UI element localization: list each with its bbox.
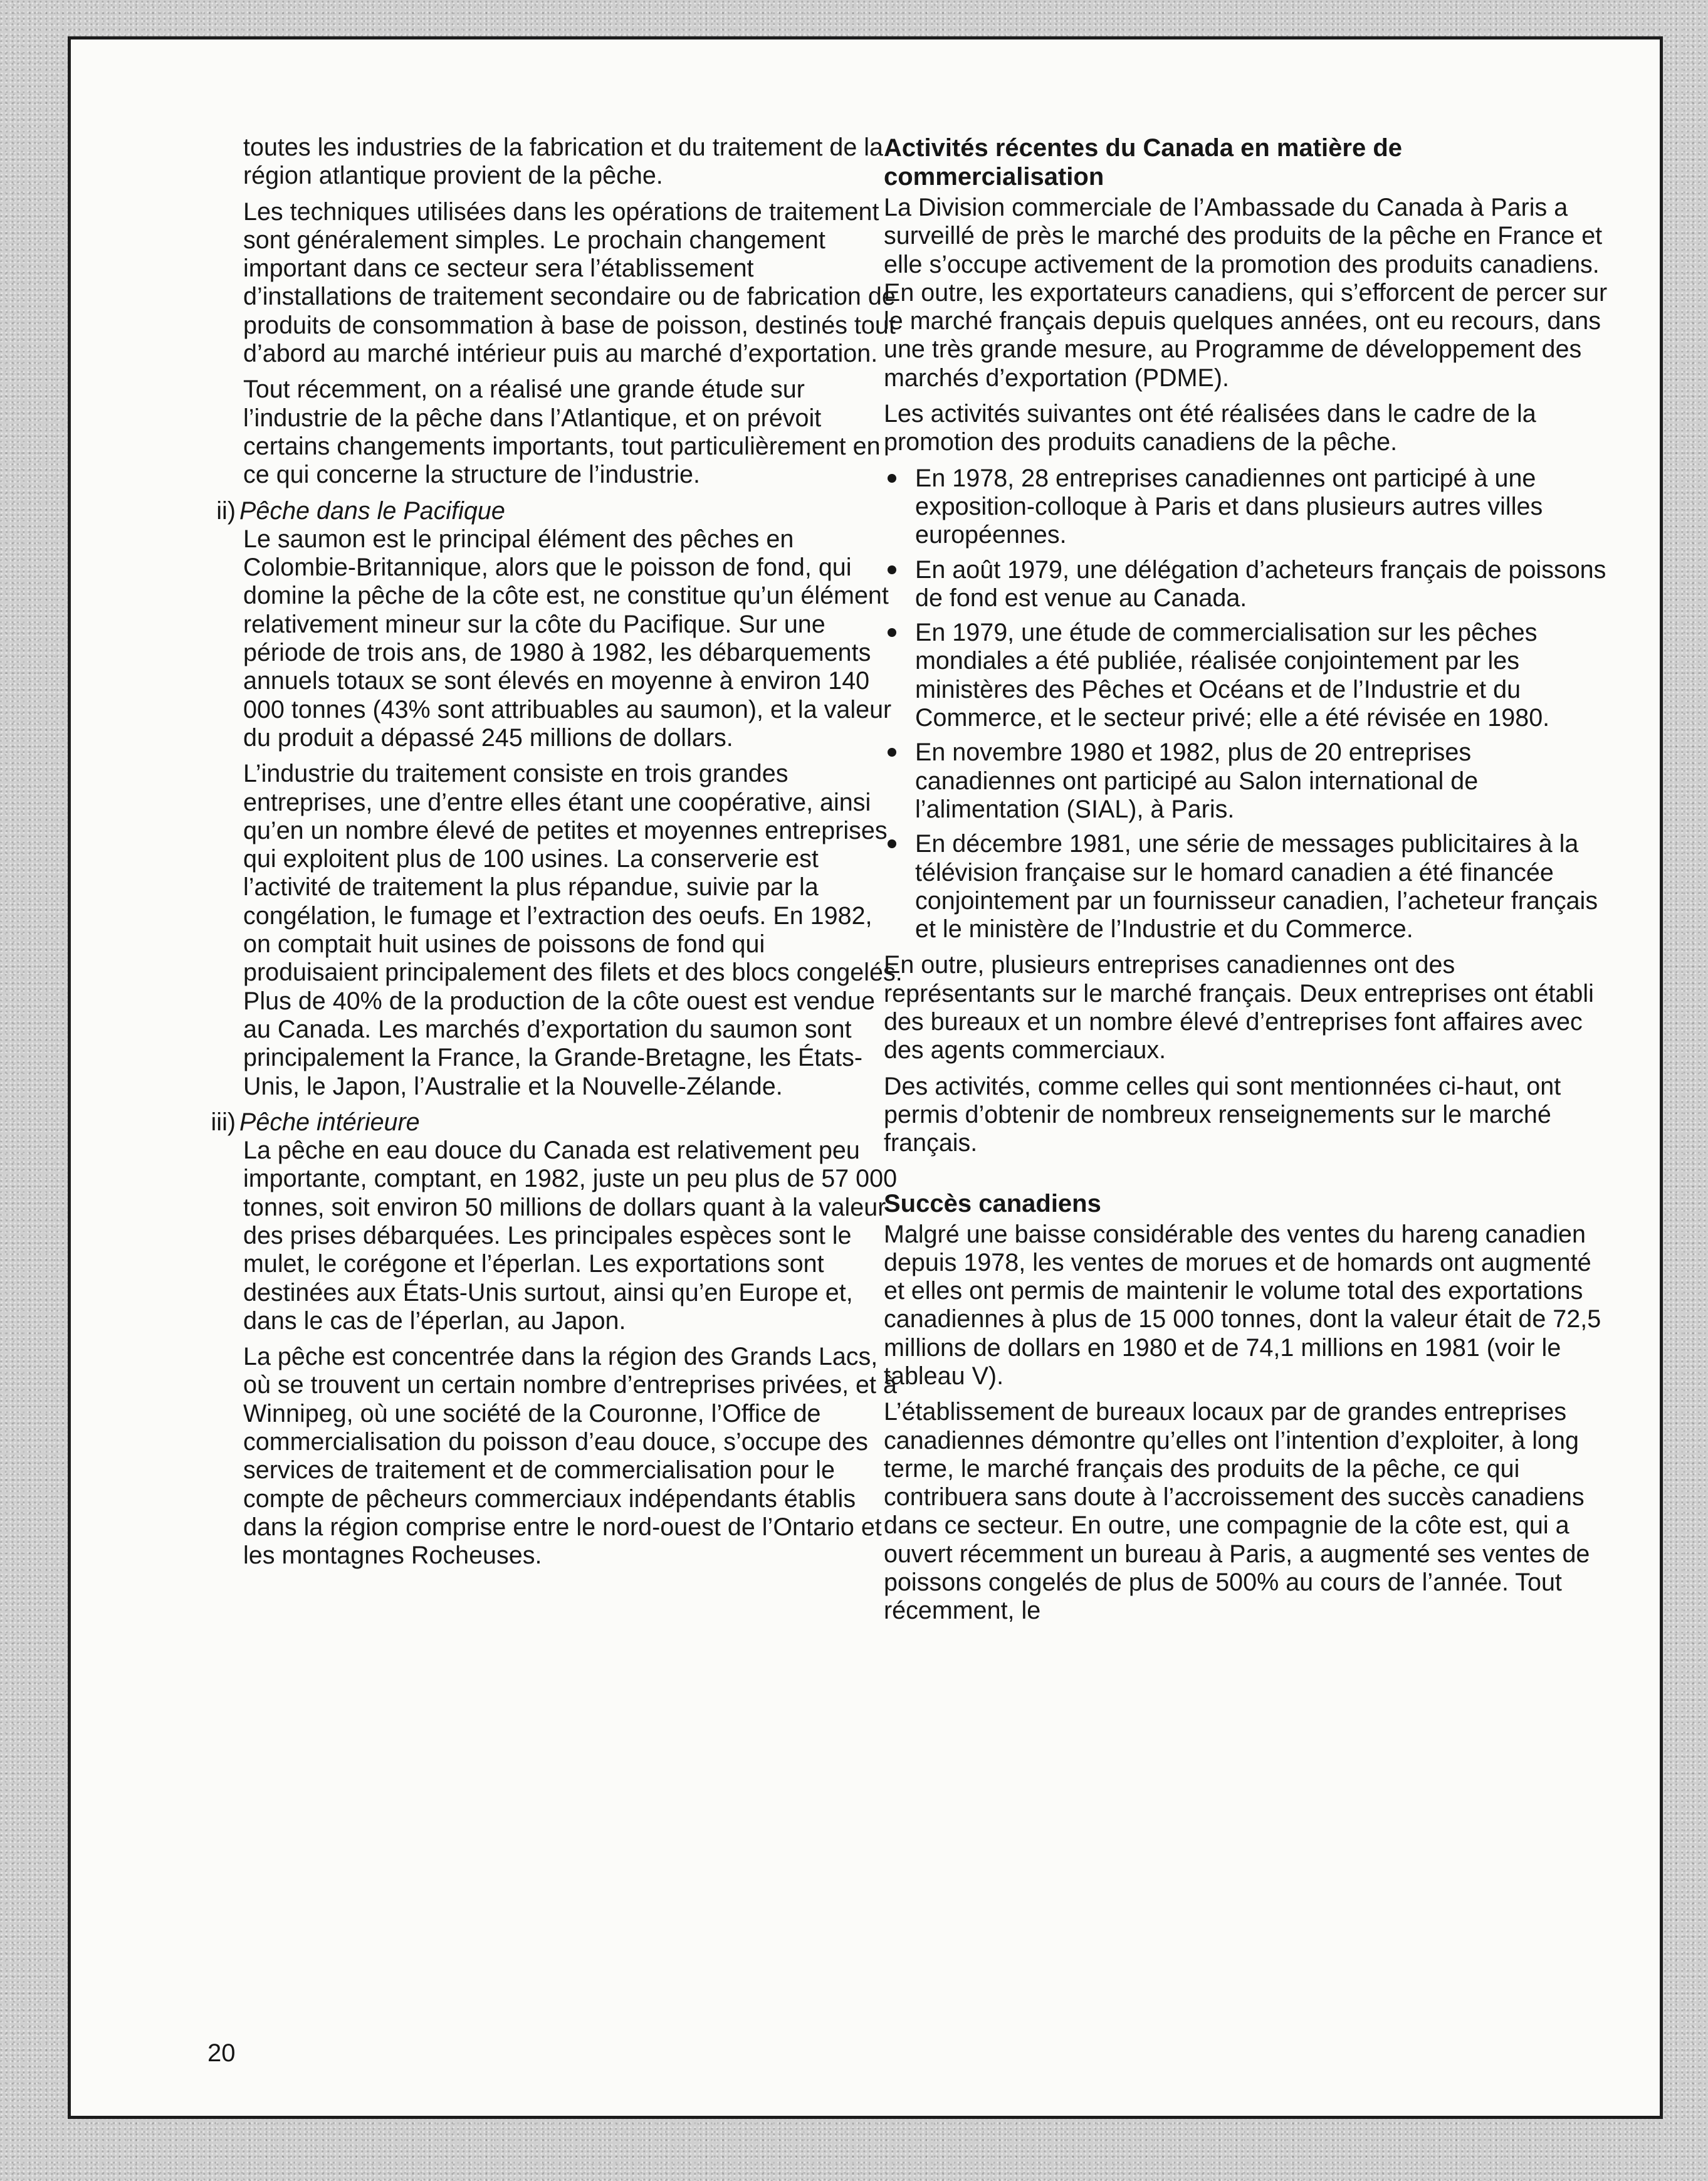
document-page bbox=[68, 36, 1663, 2119]
paragraph: Malgré une baisse considérable des ventes du hareng canadien depuis 1978, les ventes de morues et de homards ont augmenté et elles ont permis de maintenir le volume total des exportations canadiennes à plus de 15 000 tonnes, dont la valeur était de 72,5 millions de dollars en 1980 et de 74,1 millions en 1981 (voir le tableau V). bbox=[884, 1220, 1601, 1390]
paragraph: Tout récemment, on a réalisé une grande étude sur l’industrie de la pêche dans l’Atlantique, et on prévoit certains changements importants, tout particulièrement en ce qui concerne la structure de l’industrie. bbox=[243, 376, 881, 489]
list-item bbox=[884, 738, 1608, 824]
paragraph: Les techniques utilisées dans les opérations de traitement sont généralement simples. Le prochain changement important dans ce secteur sera l’établissement d’installations de traitement secondaire ou de fabrication de produits de consommation à base de poisson, destinés tout d’abord au marché intérieur puis au marché d’exportation. bbox=[243, 197, 896, 368]
section-heading: Succès canadiens bbox=[884, 1189, 1101, 1217]
paragraph: Des activités, comme celles qui sont mentionnées ci-haut, ont permis d’obtenir de nombreux renseignements sur le marché français. bbox=[884, 1072, 1561, 1157]
bullet-icon bbox=[888, 839, 896, 848]
list-item bbox=[884, 619, 1608, 732]
bullet-list bbox=[884, 465, 1608, 944]
paragraph: En outre, plusieurs entreprises canadiennes ont des représentants sur le marché français. Deux entreprises ont établi des bureaux et un nombre élevé d’entreprises font affaires avec des agents commerciaux. bbox=[884, 951, 1594, 1064]
section-title: Pêche dans le Pacifique bbox=[239, 497, 505, 525]
list-item-text: En 1978, 28 entreprises canadiennes ont participé à une exposition-colloque à Paris et dans plusieurs autres villes européennes. bbox=[915, 464, 1543, 549]
list-item bbox=[884, 830, 1608, 943]
bullet-icon bbox=[888, 565, 896, 574]
list-item bbox=[884, 465, 1608, 550]
page-number: 20 bbox=[207, 2039, 236, 2067]
bullet-icon bbox=[888, 474, 896, 483]
paragraph: L’établissement de bureaux locaux par de grandes entreprises canadiennes démontre qu’elles ont l’intention d’exploiter, à long terme, le marché français des produits de la pêche, ce qui contribuera sans doute à l’accroissement des succès canadiens dans ce secteur. En outre, une compagnie de la côte est, qui a ouvert récemment un bureau à Paris, a augmenté ses ventes de poissons congelés de plus de 500% au cours de l’année. Tout récemment, le bbox=[884, 1398, 1590, 1625]
paragraph: La pêche est concentrée dans la région des Grands Lacs, où se trouvent un certain nombre d’entreprises privées, et à Winnipeg, où une société de la Couronne, l’Office de commercialisation du poisson d’eau douce, s’occupe des services de traitement et de commercialisation pour le compte de pêcheurs commerciaux indépendants établis dans la région comprise entre le nord-ouest de l’Ontario et les montagnes Rocheuses. bbox=[243, 1343, 897, 1570]
list-item-text: En décembre 1981, une série de messages publicitaires à la télévision française sur le homard canadien a été financée conjointement par un fournisseur canadien, l’acheteur français et le ministère de l’Industrie et du Commerce. bbox=[915, 830, 1598, 943]
bullet-icon bbox=[888, 748, 896, 757]
section-title: Pêche intérieure bbox=[239, 1108, 420, 1136]
paragraph: La Division commerciale de l’Ambassade du Canada à Paris a surveillé de près le marché des produits de la pêche en France et elle s’occupe activement de la promotion des produits canadiens. En outre, les exportateurs canadiens, qui s’efforcent de percer sur le marché français depuis quelques années, ont eu recours, dans une très grande mesure, au Programme de développement des marchés d’exportation (PDME). bbox=[884, 194, 1608, 392]
section-heading-interieure bbox=[199, 1108, 904, 1137]
section-number: iii) bbox=[211, 1108, 236, 1136]
bullet-icon bbox=[888, 628, 896, 637]
paragraph: Les activités suivantes ont été réalisées dans le cadre de la promotion des produits canadiens de la pêche. bbox=[884, 400, 1536, 456]
paragraph: Le saumon est le principal élément des pêches en Colombie-Britannique, alors que le poisson de fond, qui domine la pêche de la côte est, ne constitue qu’un élément relativement mineur sur la côte du Pacifique. Sur une période de trois ans, de 1980 à 1982, les débarquements annuels totaux se sont élevés en moyenne à environ 140 000 tonnes (43% sont attribuables au saumon), et la valeur du produit a dépassé 245 millions de dollars. bbox=[243, 525, 892, 752]
list-item bbox=[884, 556, 1608, 613]
paragraph: La pêche en eau douce du Canada est relativement peu importante, comptant, en 1982, juste un peu plus de 57 000 tonnes, soit environ 50 millions de dollars quant à la valeur des prises débarquées. Les principales espèces sont le mulet, le corégone et l’éperlan. Les exportations sont destinées aux États-Unis surtout, ainsi qu’en Europe et, dans le cas de l’éperlan, au Japon. bbox=[243, 1137, 898, 1335]
paragraph: L’industrie du traitement consiste en trois grandes entreprises, une d’entre elles étant une coopérative, ainsi qu’en un nombre élevé de petites et moyennes entreprises qui exploitent plus de 100 usines. La conserverie est l’activité de traitement la plus répandue, suivie par la congélation, le fumage et l’extraction des oeufs. En 1982, on comptait huit usines de poissons de fond qui produisaient principalement des filets et des blocs congelés. Plus de 40% de la production de la côte ouest est vendue au Canada. Les marchés d’exportation du saumon sont principalement la France, la Grande-Bretagne, les États-Unis, le Japon, l’Australie et la Nouvelle-Zélande. bbox=[243, 760, 903, 1100]
left-column bbox=[199, 134, 904, 1578]
list-item-text: En 1979, une étude de commercialisation sur les pêches mondiales a été publiée, réalisée conjointement par les ministères des Pêches et Océans et de l’Industrie et du Commerce, et le secteur privé; elle a été révisée en 1980. bbox=[915, 619, 1550, 732]
section-number: ii) bbox=[216, 497, 236, 525]
section-heading-pacifique bbox=[199, 497, 904, 525]
section-heading: Activités récentes du Canada en matière de commercialisation bbox=[884, 134, 1402, 191]
list-item-text: En novembre 1980 et 1982, plus de 20 entreprises canadiennes ont participé au Salon international de l’alimentation (SIAL), à Paris. bbox=[915, 738, 1479, 823]
right-column bbox=[884, 134, 1608, 1633]
list-item-text: En août 1979, une délégation d’acheteurs français de poissons de fond est venue au Canada. bbox=[915, 555, 1606, 612]
paragraph: toutes les industries de la fabrication et du traitement de la région atlantique provient de la pêche. bbox=[243, 134, 884, 190]
